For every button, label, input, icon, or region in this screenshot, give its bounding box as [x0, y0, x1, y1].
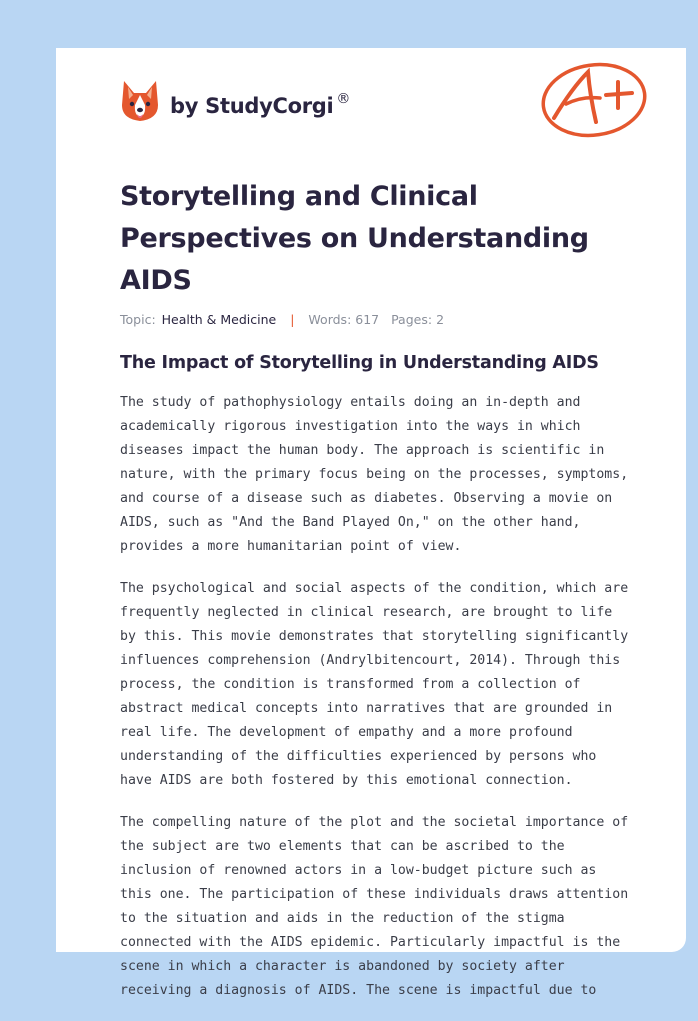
- a-plus-stamp-icon: [538, 58, 654, 142]
- words-count: 617: [355, 312, 380, 327]
- paragraph: The compelling nature of the plot and the societal importance of the subject are two elements that can be ascribed to the inclusion of renowned actors in a low-budget picture such as this one. The participation of these individuals draws attention to the situation and aids in the reduction of the stigma connected with the AIDS epidemic. Particularly impactful is the scene in which a character is abandoned by society after receiving a diagnosis of AIDS. The scene is impactful due to: [120, 815, 629, 998]
- meta-separator: |: [290, 312, 295, 327]
- document-meta: [120, 312, 444, 327]
- paragraph: The study of pathophysiology entails doing an in-depth and academically rigorous investigation into the ways in which diseases impact the human body. The approach is scientific in nature, with the primary focus being on the processes, symptoms, and course of a disease such as diabetes. Observing a movie on AIDS, such as "And the Band Played On," on the other hand, provides a more humanitarian point of view.: [120, 395, 629, 554]
- topic-link[interactable]: Health & Medicine: [161, 312, 277, 327]
- paragraph: The psychological and social aspects of the condition, which are frequently neglected in clinical research, are brought to life by this. This movie demonstrates that storytelling significantly influences comprehension (Andrylbitencourt, 2014). Through this process, the condition is transformed from a collection of abstract medical concepts into narratives that are grounded in real life. The development of empathy and a more profound understanding of the difficulties experienced by persons who have AIDS are both fostered by this emotional connection.: [120, 581, 629, 788]
- corgi-icon: [120, 77, 160, 123]
- page-title: Storytelling and Clinical Perspectives on Understanding AIDS: [120, 181, 589, 296]
- words-label: Words:: [308, 312, 352, 327]
- topic-label: Topic:: [120, 312, 156, 327]
- document-card: [56, 48, 686, 998]
- brand-name: by StudyCorgi ®: [170, 90, 351, 118]
- essay-body: [120, 391, 634, 1021]
- studycorgi-logo[interactable]: [120, 76, 350, 124]
- section-heading: The Impact of Storytelling in Understanding AIDS: [120, 353, 599, 373]
- grade-badge: [538, 58, 654, 146]
- pages-count: 2: [436, 312, 445, 327]
- pages-label: Pages:: [391, 312, 433, 327]
